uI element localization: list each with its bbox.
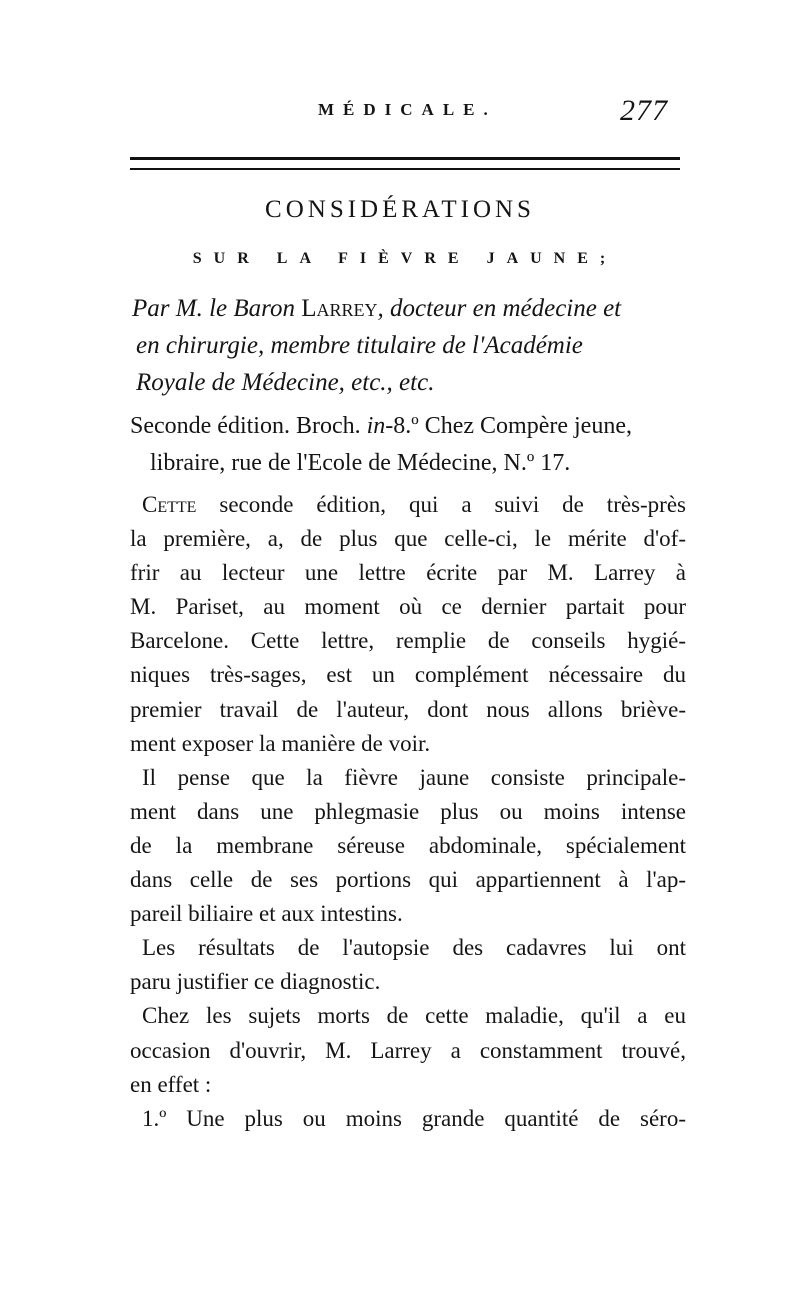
text-line: paru justifier ce diagnostic. (130, 969, 381, 995)
text-line: pareil biliaire et aux intestins. (130, 901, 403, 927)
page-header (0, 96, 800, 136)
text-line: Cette seconde édition, qui a suivi de très-près (142, 492, 686, 517)
text-line: ment dans une phlegmasie plus ou moins intense (130, 798, 686, 824)
bibliographic-note (130, 408, 690, 482)
page-number: 277 (620, 94, 668, 127)
text-line: Les résultats de l'autopsie des cadavres lui ont (142, 935, 686, 961)
byline-line-2: en chirurgie, membre titulaire de l'Académie (136, 332, 583, 359)
text-line: Chez les sujets morts de cette maladie, qu'il a eu (142, 1003, 686, 1029)
opening-word: Cette (142, 492, 197, 517)
biblio-line-2: libraire, rue de l'Ecole de Médecine, N.º 17. (150, 450, 571, 476)
text-line: premier travail de l'auteur, dont nous allons briève- (130, 696, 686, 722)
text-line: niques très-sages, est un complément nécessaire du (130, 662, 686, 688)
text-line: frir au lecteur une lettre écrite par M. Larrey à (130, 560, 686, 586)
author-name: Larrey (301, 295, 378, 322)
text-line: dans celle de ses portions qui appartiennent à l'ap- (130, 867, 686, 893)
byline-line-1: Par M. le Baron Larrey, docteur en médecine et (132, 295, 622, 322)
biblio-line-1: Seconde édition. Broch. in-8.º Chez Compère jeune, (130, 413, 632, 439)
text-line: la première, a, de plus que celle-ci, le mérite d'of- (130, 526, 686, 552)
text-line: 1.º Une plus ou moins grande quantité de séro- (142, 1105, 686, 1131)
text-line: occasion d'ouvrir, M. Larrey a constamment trouvé, (130, 1037, 686, 1063)
text-line: M. Pariset, au moment où ce dernier partait pour (130, 594, 686, 620)
text-line: de la membrane séreuse abdominale, spécialement (130, 832, 686, 858)
text-line: en effet : (130, 1071, 212, 1097)
article-title: CONSIDÉRATIONS (265, 196, 535, 223)
article-subtitle: SUR LA FIÈVRE JAUNE; (192, 250, 618, 267)
header-rule-thick (130, 157, 680, 160)
running-head: MÉDICALE. (318, 100, 497, 119)
byline-line-3: Royale de Médecine, etc., etc. (136, 369, 435, 396)
text-line: ment exposer la manière de voir. (130, 730, 431, 756)
header-rule-thin (130, 168, 680, 170)
author-byline (132, 290, 692, 401)
body-text (130, 488, 686, 1136)
text-line: Il pense que la fièvre jaune consiste principale- (142, 764, 686, 790)
text-line: Barcelone. Cette lettre, remplie de conseils hygié- (130, 628, 686, 654)
